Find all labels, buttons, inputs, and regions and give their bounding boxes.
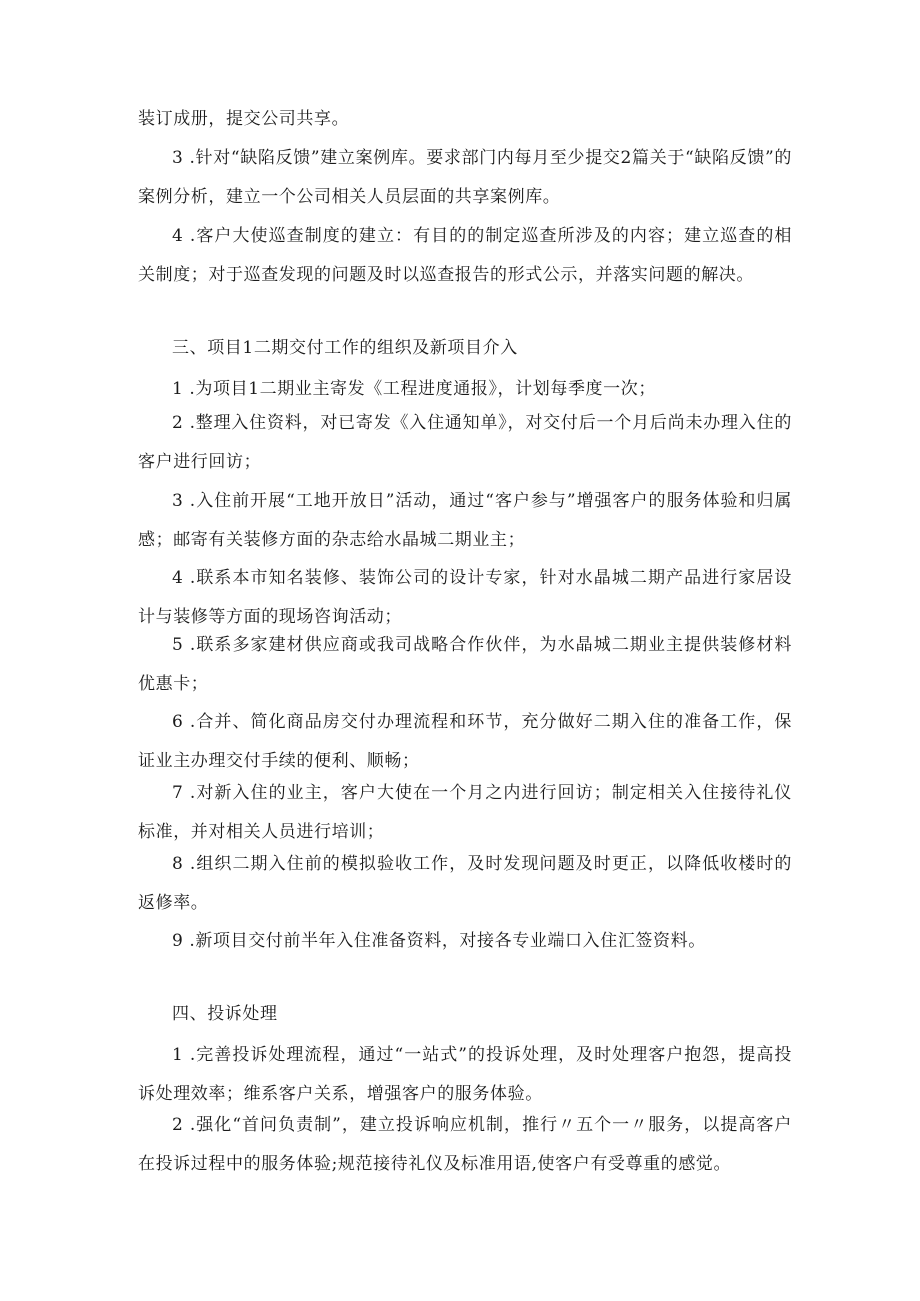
paragraph-inspection-system: 4 .客户大使巡查制度的建立：有目的的制定巡查所涉及的内容；建立巡查的相关制度；对于巡查发现的问题及时以巡查报告的形式公示，并落实问题的解决。 [138, 226, 792, 285]
paragraph-intro-tail: 装订成册，提交公司共享。 [138, 109, 350, 129]
section-heading-complaints: 四、投诉处理 [172, 1004, 278, 1024]
section-heading-delivery: 三、项目1二期交付工作的组织及新项目介入 [172, 338, 518, 358]
list-item: 7 .对新入住的业主，客户大使在一个月之内进行回访；制定相关入住接待礼仪标准，并对相关人员进行培训； [138, 783, 792, 842]
list-item: 1 .为项目1二期业主寄发《工程进度通报》，计划每季度一次； [172, 379, 656, 399]
paragraph-case-library: 3 .针对“缺陷反馈”建立案例库。要求部门内每月至少提交2篇关于“缺陷反馈”的案例分析，建立一个公司相关人员层面的共享案例库。 [138, 148, 792, 207]
list-item: 2 .整理入住资料，对已寄发《入住通知单》，对交付后一个月后尚未办理入住的客户进行回访； [138, 413, 792, 472]
list-item: 5 .联系多家建材供应商或我司战略合作伙伴，为水晶城二期业主提供装修材料优惠卡； [138, 635, 792, 694]
list-item: 4 .联系本市知名装修、装饰公司的设计专家，针对水晶城二期产品进行家居设计与装修等方面的现场咨询活动； [138, 568, 792, 627]
list-item: 8 .组织二期入住前的模拟验收工作，及时发现问题及时更正，以降低收楼时的返修率。 [138, 854, 792, 913]
list-item: 9 .新项目交付前半年入住准备资料，对接各专业端口入住汇签资料。 [172, 931, 706, 951]
list-item: 2 .强化“首问负责制”，建立投诉响应机制，推行〃五个一〃服务，以提高客户在投诉过程中的服务体验;规范接待礼仪及标准用语,使客户有受尊重的感觉。 [138, 1115, 792, 1174]
list-item: 6 .合并、简化商品房交付办理流程和环节，充分做好二期入住的准备工作，保证业主办理交付手续的便利、顺畅； [138, 712, 792, 771]
list-item: 1 .完善投诉处理流程，通过“一站式”的投诉处理，及时处理客户抱怨，提高投诉处理效率；维系客户关系，增强客户的服务体验。 [138, 1045, 792, 1104]
list-item: 3 .入住前开展“工地开放日”活动，通过“客户参与”增强客户的服务体验和归属感；邮寄有关装修方面的杂志给水晶城二期业主； [138, 491, 792, 550]
